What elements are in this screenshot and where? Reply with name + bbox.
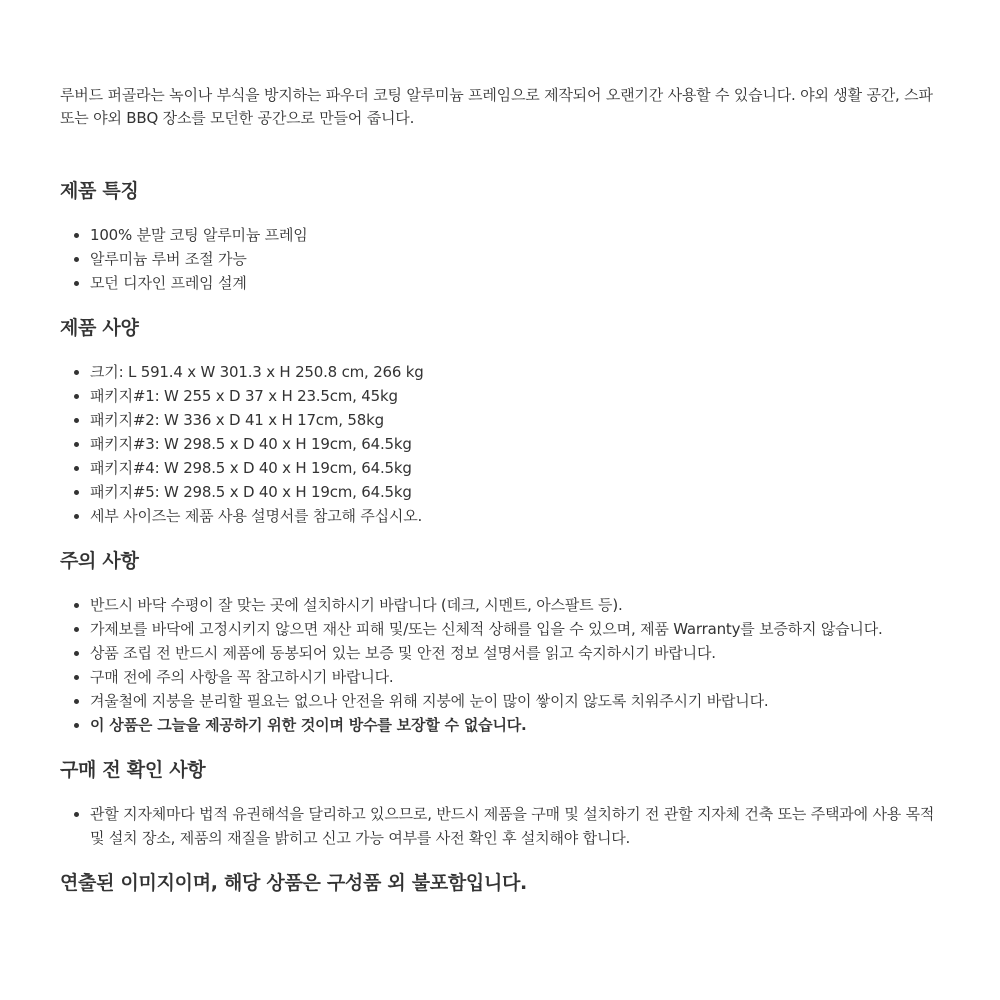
list-item: • 패키지#5: W 298.5 x D 40 x H 19cm, 64.5kg [90, 480, 940, 504]
list-item: • 모던 디자인 프레임 설계 [90, 271, 940, 295]
pre-purchase-list [60, 802, 940, 850]
list-item: • 패키지#4: W 298.5 x D 40 x H 19cm, 64.5kg [90, 456, 940, 480]
list-item: • 구매 전에 주의 사항을 꼭 참고하시기 바랍니다. [90, 665, 940, 689]
list-item: • 크기: L 591.4 x W 301.3 x H 250.8 cm, 266 kg [90, 360, 940, 384]
list-item: • 세부 사이즈는 제품 사용 설명서를 참고해 주십시오. [90, 504, 940, 528]
list-item: • 100% 분말 코팅 알루미늄 프레임 [90, 223, 940, 247]
list-item: • 패키지#3: W 298.5 x D 40 x H 19cm, 64.5kg [90, 432, 940, 456]
list-item: • 가제보를 바닥에 고정시키지 않으면 재산 피해 및/또는 신체적 상해를 입을 수 있으며, 제품 Warranty를 보증하지 않습니다. [90, 617, 940, 641]
intro-paragraph: 루버드 퍼골라는 녹이나 부식을 방지하는 파우더 코팅 알루미늄 프레임으로 제작되어 오랜기간 사용할 수 있습니다. 야외 생활 공간, 스파 또는 야외 BBQ 장소를 모던한 공간으로 만들어 줍니다. [60, 86, 933, 127]
specs-list [60, 360, 940, 528]
list-item: • 패키지#1: W 255 x D 37 x H 23.5cm, 45kg [90, 384, 940, 408]
pre-purchase-heading: 구매 전 확인 사항 [60, 759, 206, 781]
cautions-heading: 주의 사항 [60, 550, 139, 572]
specs-heading: 제품 사양 [60, 317, 139, 339]
list-item: • 상품 조립 전 반드시 제품에 동봉되어 있는 보증 및 안전 정보 설명서를 읽고 숙지하시기 바랍니다. [90, 641, 940, 665]
list-item: • 반드시 바닥 수평이 잘 맞는 곳에 설치하시기 바랍니다 (데크, 시멘트, 아스팔트 등). [90, 593, 940, 617]
cautions-list [60, 593, 940, 737]
footer-note: 연출된 이미지이며, 해당 상품은 구성품 외 불포함입니다. [60, 872, 527, 894]
list-item: • 알루미늄 루버 조절 가능 [90, 247, 940, 271]
list-item: • 겨울철에 지붕을 분리할 필요는 없으나 안전을 위해 지붕에 눈이 많이 쌓이지 않도록 치워주시기 바랍니다. [90, 689, 940, 713]
product-description [60, 84, 940, 895]
list-item: • 관할 지자체마다 법적 유권해석을 달리하고 있으므로, 반드시 제품을 구매 및 설치하기 전 관할 지자체 건축 또는 주택과에 사용 목적 및 설치 장소, 제품의 재질을 밝히고 신고 가능 여부를 사전 확인 후 설치해야 합니다. [90, 802, 940, 850]
features-list [60, 223, 940, 295]
list-item: • 패키지#2: W 336 x D 41 x H 17cm, 58kg [90, 408, 940, 432]
waterproof-notice: • 이 상품은 그늘을 제공하기 위한 것이며 방수를 보장할 수 없습니다. [90, 713, 940, 737]
features-heading: 제품 특징 [60, 180, 139, 202]
